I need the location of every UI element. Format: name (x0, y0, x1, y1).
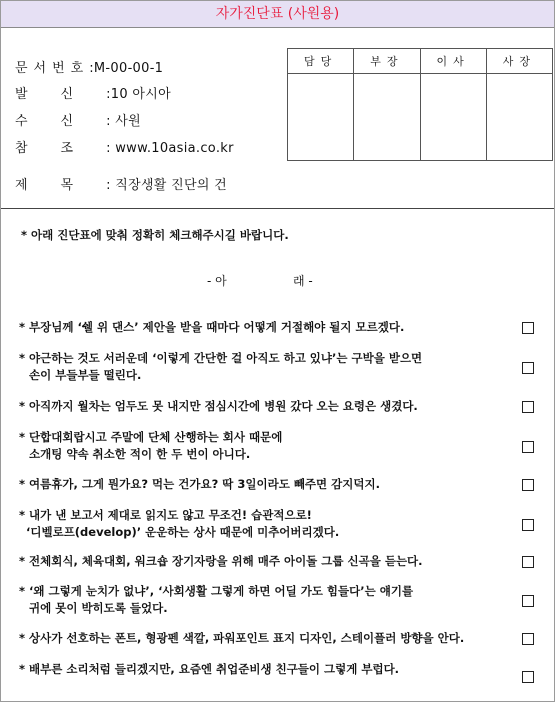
sender-label: 발신 (15, 87, 107, 102)
approval-header-director: 부장 (354, 49, 420, 74)
approval-cell-executive[interactable] (420, 74, 486, 161)
subject-row (15, 174, 227, 193)
recipient-row (15, 110, 141, 129)
checkbox[interactable] (522, 362, 534, 374)
checklist-item: * 내가 낸 보고서 제대로 읽지도 않고 무조건! 습관적으로! ‘디벨로프(develop)’ 운운하는 상사 때문에 미추어버리겠다. (19, 508, 340, 539)
checklist-item: * 부장님께 ‘쉘 위 댄스’ 제안을 받을 때마다 어떻게 거절해야 될지 모르겠다. (19, 320, 405, 334)
checklist-item: * 전체회식, 체육대회, 워크숍 장기자랑을 위해 매주 아이돌 그룹 신곡을 듣는다. (19, 554, 423, 568)
approval-table (287, 48, 553, 161)
reference-row (15, 137, 234, 156)
notice-right: 래 - (293, 274, 313, 288)
approval-header-manager: 담당 (288, 49, 354, 74)
document-title: 자가진단표 (사원용) (1, 1, 554, 28)
checkbox[interactable] (522, 519, 534, 531)
sender-row (15, 83, 171, 102)
checkbox[interactable] (522, 401, 534, 413)
intro-text: * 아래 진단표에 맞춰 정확히 체크해주시길 바랍니다. (21, 228, 289, 242)
checkbox[interactable] (522, 633, 534, 645)
checkbox[interactable] (522, 322, 534, 334)
checklist-item: * 아직까지 월차는 엄두도 못 내지만 점심시간에 병원 갔다 오는 요령은 생겼다. (19, 399, 418, 413)
doc-number-label: 문서번호 (15, 61, 90, 76)
checkbox[interactable] (522, 479, 534, 491)
subject-label: 제목 (15, 178, 107, 193)
checkbox[interactable] (522, 595, 534, 607)
checklist-item: * 여름휴가, 그게 뭔가요? 먹는 건가요? 딱 3일이라도 빼주면 감지덕지. (19, 477, 380, 491)
recipient-value: : 사원 (106, 114, 141, 129)
approval-cell-ceo[interactable] (486, 74, 552, 161)
approval-header-ceo: 사장 (486, 49, 552, 74)
checkbox[interactable] (522, 671, 534, 683)
notice-left: - 아 (207, 274, 227, 288)
subject-value: : 직장생활 진단의 건 (106, 178, 227, 193)
approval-cell-manager[interactable] (288, 74, 354, 161)
doc-number-value: :M-00-00-1 (89, 61, 164, 76)
document-header (1, 28, 554, 209)
approval-cell-director[interactable] (354, 74, 420, 161)
doc-number-row (15, 57, 163, 76)
checkbox[interactable] (522, 556, 534, 568)
checklist-item: * 야근하는 것도 서러운데 ‘이렇게 간단한 걸 아직도 하고 있냐’는 구박을 받으면 손이 부들부들 떨린다. (19, 351, 423, 382)
checklist-item: * 배부른 소리처럼 들리겠지만, 요즘엔 취업준비생 친구들이 그렇게 부럽다. (19, 662, 400, 676)
approval-header-executive: 이사 (420, 49, 486, 74)
reference-label: 참조 (15, 141, 107, 156)
checklist-item: * 상사가 선호하는 폰트, 형광펜 색깔, 파워포인트 표지 디자인, 스테이플러 방향을 안다. (19, 631, 465, 645)
checkbox[interactable] (522, 441, 534, 453)
recipient-label: 수신 (15, 114, 107, 129)
sender-value: :10 아시아 (106, 87, 171, 102)
reference-value: : www.10asia.co.kr (106, 141, 234, 156)
checklist-item: * 단합대회랍시고 주말에 단체 산행하는 회사 때문에 소개팅 약속 취소한 적이 한 두 번이 아니다. (19, 430, 283, 461)
checklist-item: * ‘왜 그렇게 눈치가 없냐’, ‘사회생활 그렇게 하면 어딜 가도 힘들다’는 얘기를 귀에 못이 박히도록 들었다. (19, 584, 414, 615)
